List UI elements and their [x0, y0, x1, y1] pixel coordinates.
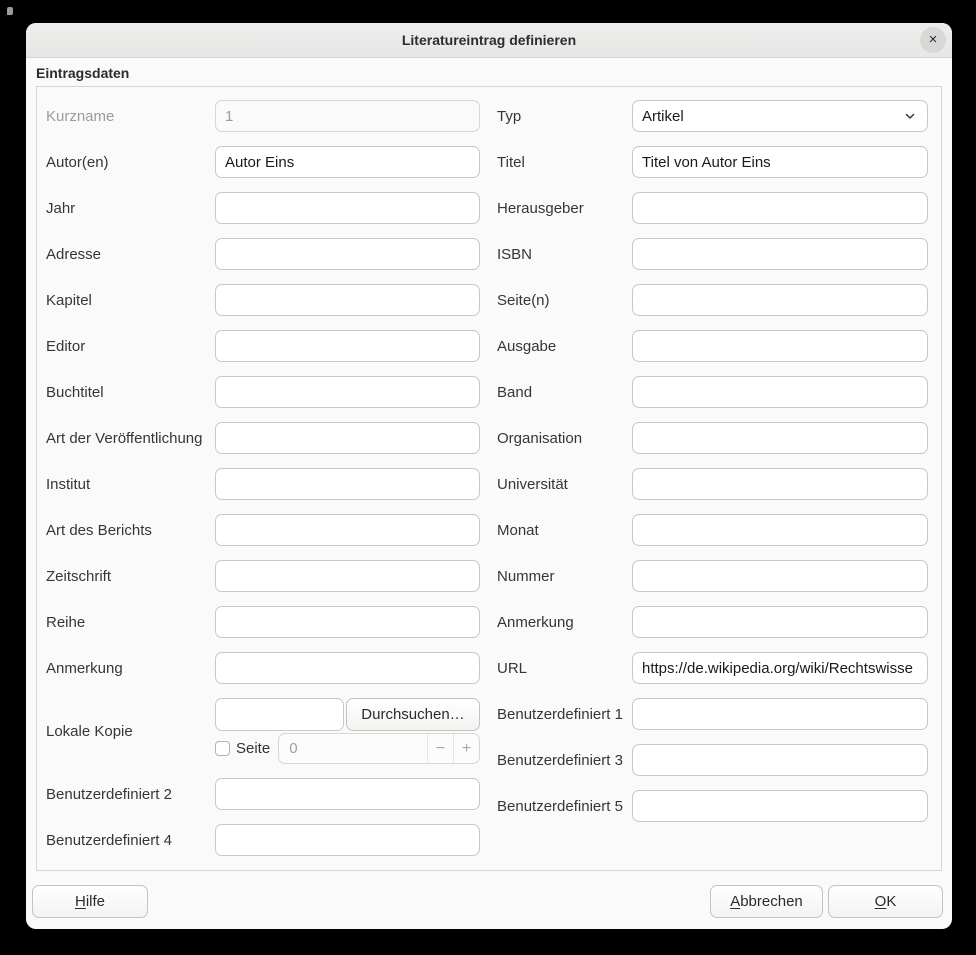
kapitel-input[interactable]	[215, 284, 480, 316]
field-row-buchtitel	[46, 376, 480, 408]
right-column	[497, 100, 928, 836]
action-bar	[26, 871, 952, 929]
field-row-kapitel	[46, 284, 480, 316]
ausgabe-label: Ausgabe	[497, 337, 557, 355]
herausgeber-label: Herausgeber	[497, 199, 584, 217]
field-row-lokale-kopie	[46, 698, 480, 764]
ausgabe-input[interactable]	[632, 330, 928, 362]
benutzerdefiniert-4-label: Benutzerdefiniert 4	[46, 831, 172, 849]
typ-selected-value: Artikel	[642, 107, 684, 125]
local-copy-page-row	[215, 733, 480, 764]
field-row-anmerkung	[497, 606, 928, 638]
page-checkbox[interactable]	[215, 741, 230, 756]
background-artifact	[7, 7, 13, 15]
autor-en-label: Autor(en)	[46, 153, 109, 171]
browse-button[interactable]: Durchsuchen…	[346, 698, 480, 731]
art-des-berichts-input[interactable]	[215, 514, 480, 546]
help-rest: ilfe	[85, 893, 106, 910]
titlebar[interactable]	[26, 23, 952, 58]
seite-n-label: Seite(n)	[497, 291, 550, 309]
institut-label: Institut	[46, 475, 91, 493]
benutzerdefiniert-1-input[interactable]	[632, 698, 928, 730]
benutzerdefiniert-3-label: Benutzerdefiniert 3	[497, 751, 623, 769]
band-label: Band	[497, 383, 533, 401]
field-row-universitat	[497, 468, 928, 500]
field-row-zeitschrift	[46, 560, 480, 592]
field-row-institut	[46, 468, 480, 500]
local-copy-path-input[interactable]	[215, 698, 344, 731]
art-der-veroffentlichung-input[interactable]	[215, 422, 480, 454]
monat-label: Monat	[497, 521, 539, 539]
url-input[interactable]	[632, 652, 928, 684]
field-row-anmerkung	[46, 652, 480, 684]
local-copy-browse-row	[215, 698, 480, 731]
benutzerdefiniert-2-label: Benutzerdefiniert 2	[46, 785, 172, 803]
field-row-art-der-veroffentlichung	[46, 422, 480, 454]
seite-n-input[interactable]	[632, 284, 928, 316]
field-row-nummer	[497, 560, 928, 592]
editor-label: Editor	[46, 337, 86, 355]
anmerkung-input[interactable]	[632, 606, 928, 638]
field-row-titel	[497, 146, 928, 178]
benutzerdefiniert-1-label: Benutzerdefiniert 1	[497, 705, 623, 723]
isbn-input[interactable]	[632, 238, 928, 270]
field-row-kurzname	[46, 100, 480, 132]
zeitschrift-label: Zeitschrift	[46, 567, 112, 585]
field-row-jahr	[46, 192, 480, 224]
help-button[interactable]	[32, 885, 148, 918]
field-row-organisation	[497, 422, 928, 454]
kurzname-input	[215, 100, 480, 132]
field-row-band	[497, 376, 928, 408]
autor-en-input[interactable]	[215, 146, 480, 178]
left-column	[46, 100, 480, 870]
field-row-herausgeber	[497, 192, 928, 224]
organisation-input[interactable]	[632, 422, 928, 454]
nummer-label: Nummer	[497, 567, 555, 585]
field-row-autor-en	[46, 146, 480, 178]
field-row-seite-n	[497, 284, 928, 316]
field-row-benutzerdefiniert-1	[497, 698, 928, 730]
universitat-label: Universität	[497, 475, 568, 493]
band-input[interactable]	[632, 376, 928, 408]
cancel-accel: A	[730, 893, 741, 910]
page-spinner-value[interactable]: 0	[289, 740, 298, 757]
anmerkung-input[interactable]	[215, 652, 480, 684]
ok-accel: O	[874, 893, 887, 910]
field-row-reihe	[46, 606, 480, 638]
field-row-benutzerdefiniert-2	[46, 778, 480, 810]
help-accel: H	[74, 893, 86, 910]
literature-entry-dialog	[26, 23, 952, 929]
jahr-label: Jahr	[46, 199, 76, 217]
kurzname-label: Kurzname	[46, 107, 115, 125]
left-rows-top	[46, 100, 480, 698]
kapitel-label: Kapitel	[46, 291, 92, 309]
field-row-editor	[46, 330, 480, 362]
benutzerdefiniert-2-input[interactable]	[215, 778, 480, 810]
typ-label: Typ	[497, 107, 522, 125]
benutzerdefiniert-5-input[interactable]	[632, 790, 928, 822]
spinner-decrement-button[interactable]: −	[427, 734, 453, 763]
section-title: Eintragsdaten	[36, 65, 130, 81]
art-der-veroffentlichung-label: Art der Veröffentlichung	[46, 429, 203, 447]
page-checkbox-label: Seite	[236, 740, 271, 757]
organisation-label: Organisation	[497, 429, 583, 447]
field-row-benutzerdefiniert-3	[497, 744, 928, 776]
ok-rest: K	[886, 893, 897, 910]
art-des-berichts-label: Art des Berichts	[46, 521, 152, 539]
close-icon: ×	[928, 31, 938, 48]
left-rows-bottom	[46, 778, 480, 870]
field-row-benutzerdefiniert-4	[46, 824, 480, 856]
titel-label: Titel	[497, 153, 525, 171]
spinner-increment-button[interactable]: +	[453, 734, 479, 763]
page-spinner	[278, 733, 480, 764]
buchtitel-input[interactable]	[215, 376, 480, 408]
field-row-typ	[497, 100, 928, 132]
field-row-ausgabe	[497, 330, 928, 362]
anmerkung-label: Anmerkung	[497, 613, 574, 631]
field-row-url	[497, 652, 928, 684]
isbn-label: ISBN	[497, 245, 533, 263]
institut-input[interactable]	[215, 468, 480, 500]
lokale-kopie-label: Lokale Kopie	[46, 722, 133, 740]
universitat-input[interactable]	[632, 468, 928, 500]
field-row-adresse	[46, 238, 480, 270]
cancel-button[interactable]	[710, 885, 823, 918]
local-copy-controls	[215, 698, 480, 764]
buchtitel-label: Buchtitel	[46, 383, 104, 401]
nummer-input[interactable]	[632, 560, 928, 592]
monat-input[interactable]	[632, 514, 928, 546]
field-row-isbn	[497, 238, 928, 270]
dialog-title: Literatureintrag definieren	[401, 32, 577, 48]
url-label: URL	[497, 659, 528, 677]
benutzerdefiniert-5-label: Benutzerdefiniert 5	[497, 797, 623, 815]
titel-input[interactable]	[632, 146, 928, 178]
benutzerdefiniert-4-input[interactable]	[215, 824, 480, 856]
jahr-input[interactable]	[215, 192, 480, 224]
herausgeber-input[interactable]	[632, 192, 928, 224]
ok-button[interactable]	[828, 885, 943, 918]
field-row-art-des-berichts	[46, 514, 480, 546]
entry-data-frame	[36, 86, 942, 871]
reihe-input[interactable]	[215, 606, 480, 638]
adresse-input[interactable]	[215, 238, 480, 270]
typ-combobox[interactable]	[632, 100, 928, 132]
zeitschrift-input[interactable]	[215, 560, 480, 592]
benutzerdefiniert-3-input[interactable]	[632, 744, 928, 776]
close-button[interactable]	[920, 27, 946, 53]
chevron-down-icon	[902, 108, 918, 124]
anmerkung-label: Anmerkung	[46, 659, 123, 677]
field-row-monat	[497, 514, 928, 546]
field-row-benutzerdefiniert-5	[497, 790, 928, 822]
cancel-rest: bbrechen	[740, 893, 803, 910]
reihe-label: Reihe	[46, 613, 86, 631]
adresse-label: Adresse	[46, 245, 102, 263]
editor-input[interactable]	[215, 330, 480, 362]
